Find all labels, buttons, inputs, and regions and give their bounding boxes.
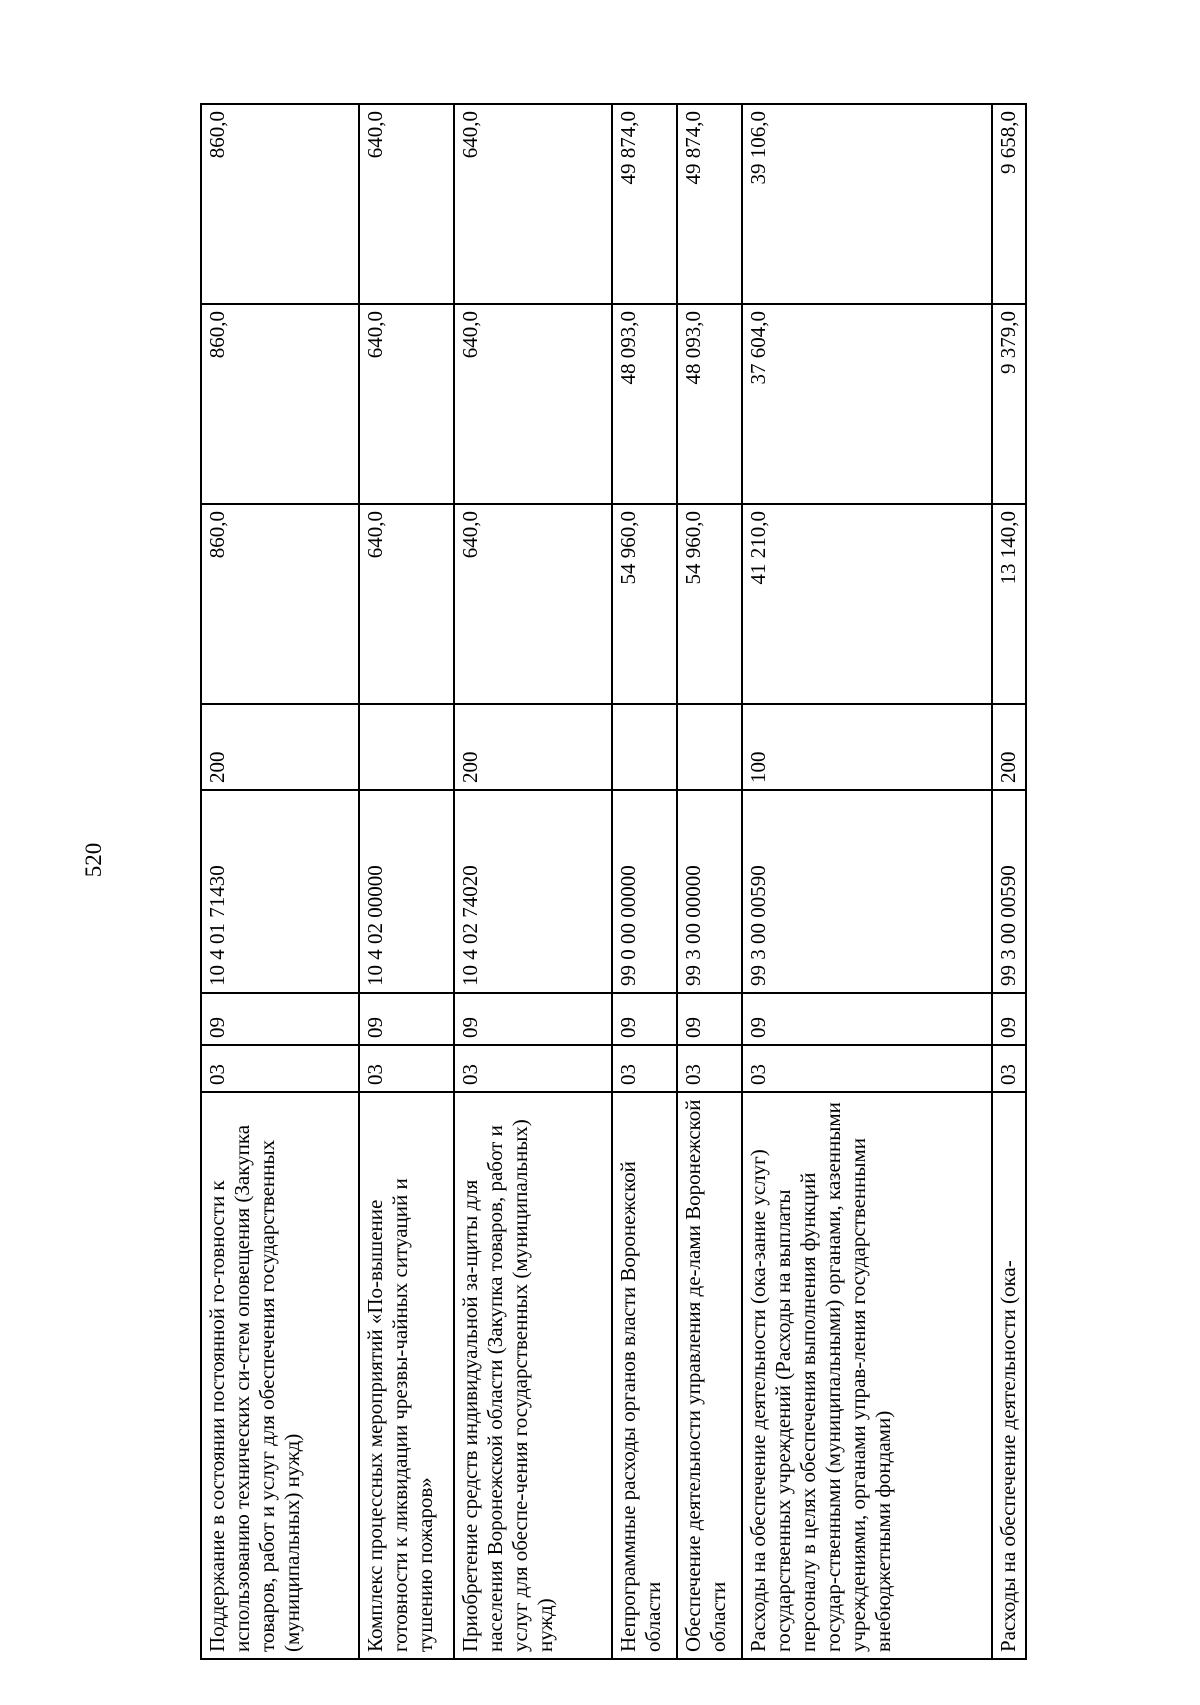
subsection-code: 09 [742,993,992,1045]
amount-year-1: 13 140,0 [992,504,1026,704]
target-article-code: 10 4 02 00000 [359,790,454,993]
amount-year-2: 37 604,0 [742,304,992,504]
table-row [742,104,992,1659]
subsection-code: 09 [359,993,454,1045]
amount-year-3: 860,0 [201,104,359,304]
row-description: Обеспечение деятельности управления де-лами Воронежской области [677,1092,742,1659]
amount-year-2: 48 093,0 [612,304,677,504]
amount-year-1: 640,0 [454,504,612,704]
table-row [612,104,677,1659]
expense-type-code [359,704,454,790]
amount-year-3: 49 874,0 [677,104,742,304]
amount-year-3: 9 658,0 [992,104,1026,304]
page-number: 520 [81,842,106,878]
target-article-code: 99 3 00 00590 [742,790,992,993]
amount-year-1: 860,0 [201,504,359,704]
section-code: 03 [992,1045,1026,1092]
subsection-code: 09 [201,993,359,1045]
amount-year-3: 640,0 [454,104,612,304]
amount-year-2: 640,0 [454,304,612,504]
budget-table-container [200,105,1095,1660]
section-code: 03 [612,1045,677,1092]
row-description: Непрограммные расходы органов власти Воронежской области [612,1092,677,1659]
expense-type-code: 200 [992,704,1026,790]
subsection-code: 09 [612,993,677,1045]
expense-type-code: 200 [454,704,612,790]
amount-year-1: 41 210,0 [742,504,992,704]
expense-type-code [677,704,742,790]
amount-year-2: 640,0 [359,304,454,504]
section-code: 03 [201,1045,359,1092]
section-code: 03 [677,1045,742,1092]
table-row [992,104,1026,1659]
row-description: Расходы на обеспечение деятельности (ока- [992,1092,1026,1659]
expense-type-code: 100 [742,704,992,790]
section-code: 03 [454,1045,612,1092]
budget-table [200,103,1027,1660]
expense-type-code [612,704,677,790]
amount-year-2: 9 379,0 [992,304,1026,504]
amount-year-1: 54 960,0 [612,504,677,704]
subsection-code: 09 [992,993,1026,1045]
table-row [454,104,612,1659]
amount-year-1: 54 960,0 [677,504,742,704]
target-article-code: 99 0 00 00000 [612,790,677,993]
amount-year-2: 48 093,0 [677,304,742,504]
section-code: 03 [359,1045,454,1092]
subsection-code: 09 [454,993,612,1045]
target-article-code: 10 4 02 74020 [454,790,612,993]
target-article-code: 10 4 01 71430 [201,790,359,993]
subsection-code: 09 [677,993,742,1045]
amount-year-3: 49 874,0 [612,104,677,304]
row-description: Расходы на обеспечение деятельности (ока-зание услуг) государственных учреждений (Расходы на выплаты персоналу в целях обеспечения выполнения функций государ-ственными (муниципальными) органами, казенными учреждениями, органами управ-ления государственными внебюджетными фондами) [742,1092,992,1659]
section-code: 03 [742,1045,992,1092]
amount-year-3: 39 106,0 [742,104,992,304]
row-description: Комплекс процессных мероприятий «По-вышение готовности к ликвидации чрезвы-чайных ситуаций и тушению пожаров» [359,1092,454,1659]
row-description: Приобретение средств индивидуальной за-щиты для населения Воронежской области (Закупка товаров, работ и услуг для обеспе-чения государственных (муниципальных) нужд) [454,1092,612,1659]
amount-year-3: 640,0 [359,104,454,304]
amount-year-1: 640,0 [359,504,454,704]
table-row [677,104,742,1659]
amount-year-2: 860,0 [201,304,359,504]
table-row [359,104,454,1659]
table-row [201,104,359,1659]
target-article-code: 99 3 00 00000 [677,790,742,993]
expense-type-code: 200 [201,704,359,790]
target-article-code: 99 3 00 00590 [992,790,1026,993]
row-description: Поддержание в состоянии постоянной го-товности к использованию технических си-стем оповещения (Закупка товаров, работ и услуг для обеспечения государственных (муниципальных) нужд) [201,1092,359,1659]
